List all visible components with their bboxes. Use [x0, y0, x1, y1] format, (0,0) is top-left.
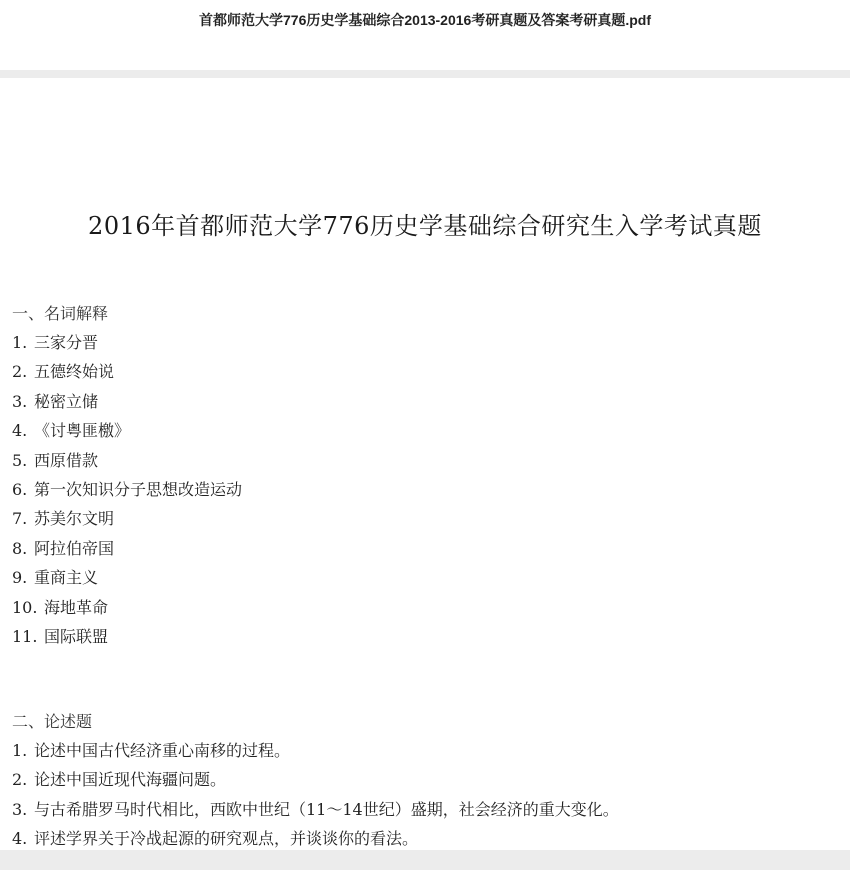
file-title: 首都师范大学776历史学基础综合2013-2016考研真题及答案考研真题.pdf	[199, 12, 651, 28]
item-text: 第一次知识分子思想改造运动	[34, 479, 243, 499]
item-number: 2.	[12, 362, 28, 382]
list-item	[12, 795, 619, 824]
item-number: 1.	[12, 741, 28, 760]
page-gap	[0, 850, 850, 870]
item-text: 论述中国近现代海疆问题。	[34, 770, 227, 790]
item-number: 5.	[12, 450, 28, 470]
item-number: 1.	[12, 333, 28, 352]
list-item	[12, 622, 242, 651]
list-item	[12, 765, 619, 794]
list-item	[12, 534, 242, 563]
item-number: 8.	[12, 538, 28, 558]
item-text: 秘密立储	[34, 391, 99, 411]
section-heading: 一、名词解释	[12, 304, 109, 323]
item-number: 10.	[12, 597, 38, 617]
item-number: 4.	[12, 421, 28, 441]
item-text: 与古希腊罗马时代相比，西欧中世纪（11～14世纪）盛期，社会经济的重大变化。	[34, 799, 619, 819]
list-item	[12, 446, 242, 475]
list-item	[12, 357, 242, 386]
item-text: 论述中国古代经济重心南移的过程。	[34, 741, 291, 760]
item-text: 国际联盟	[44, 626, 109, 646]
item-text: 评述学界关于冷战起源的研究观点，并谈谈你的看法。	[34, 829, 419, 849]
list-item	[12, 416, 242, 445]
item-number: 2.	[12, 770, 28, 790]
item-text: 《讨粤匪檄》	[34, 421, 131, 441]
list-item	[12, 387, 242, 416]
item-text: 阿拉伯帝国	[34, 538, 115, 558]
item-text: 苏美尔文明	[34, 509, 115, 529]
header-separator	[0, 70, 850, 78]
pdf-page[interactable]	[0, 78, 850, 850]
item-number: 7.	[12, 509, 28, 529]
section-heading: 二、论述题	[12, 712, 93, 731]
item-number: 9.	[12, 568, 28, 588]
list-item	[12, 563, 242, 592]
viewer-header	[0, 0, 850, 70]
section-essays	[12, 707, 619, 850]
list-item	[12, 824, 619, 850]
list-item	[12, 593, 242, 622]
item-text: 三家分晋	[34, 333, 99, 352]
item-number: 6.	[12, 479, 28, 499]
item-number: 11.	[12, 626, 38, 646]
document-title: 2016年首都师范大学776历史学基础综合研究生入学考试真题	[88, 212, 762, 240]
item-text: 西原借款	[34, 450, 99, 470]
item-number: 3.	[12, 799, 28, 819]
section-terms	[12, 299, 242, 651]
item-number: 4.	[12, 829, 28, 849]
item-text: 五德终始说	[34, 362, 115, 382]
item-text: 海地革命	[44, 597, 109, 617]
item-text: 重商主义	[34, 568, 99, 588]
list-item	[12, 328, 242, 357]
list-item	[12, 475, 242, 504]
list-item	[12, 736, 619, 765]
list-item	[12, 504, 242, 533]
item-number: 3.	[12, 391, 28, 411]
